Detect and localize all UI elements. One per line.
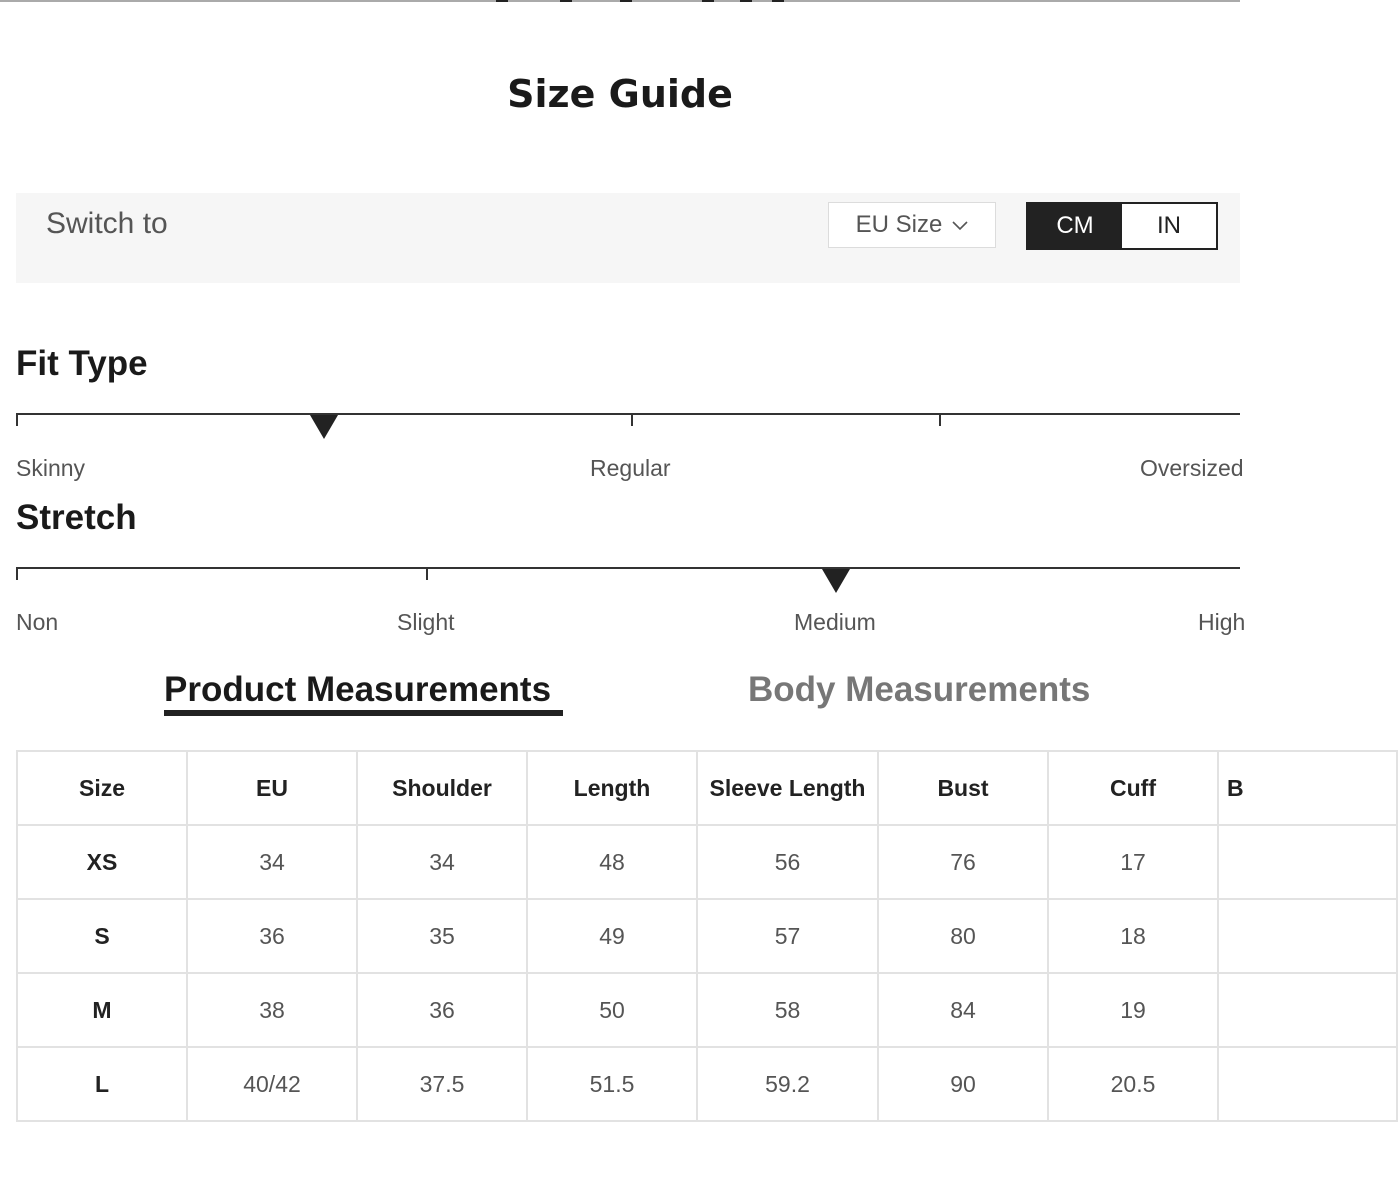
stretch-label-high: High (1198, 609, 1246, 635)
table-cell: 36 (187, 899, 357, 973)
tab-body-measurements[interactable]: Body Measurements (748, 670, 1091, 709)
fit-label-skinny: Skinny (16, 455, 86, 481)
fit-label-regular: Regular (590, 455, 671, 481)
table-cell: 50 (527, 973, 697, 1047)
unit-switch-bar (16, 193, 1240, 283)
top-edge-mark (560, 0, 572, 2)
table-cell: 49 (527, 899, 697, 973)
table-cell: S (17, 899, 187, 973)
active-tab-underline (164, 710, 563, 716)
column-header: Bust (878, 751, 1048, 825)
scale-tick (426, 568, 428, 580)
column-header: Size (17, 751, 187, 825)
table-cell: 35 (357, 899, 527, 973)
column-header: Cuff (1048, 751, 1218, 825)
column-header: Length (527, 751, 697, 825)
table-cell: M (17, 973, 187, 1047)
table-cell (1218, 825, 1397, 899)
size-system-dropdown[interactable] (828, 202, 996, 248)
top-edge-mark (496, 0, 508, 2)
table-cell: 37.5 (357, 1047, 527, 1121)
unit-in-button[interactable]: IN (1122, 204, 1216, 248)
table-row (17, 899, 1397, 973)
table-cell (1218, 899, 1397, 973)
triangle-down-icon (310, 415, 338, 439)
table-row (17, 973, 1397, 1047)
fit-type-title: Fit Type (16, 344, 148, 383)
stretch-label-non: Non (16, 609, 59, 635)
top-edge-mark (620, 0, 632, 2)
scale-tick (16, 568, 18, 580)
table-cell: 51.5 (527, 1047, 697, 1121)
table-cell: 36 (357, 973, 527, 1047)
table-cell: 58 (697, 973, 878, 1047)
column-header: B (1218, 751, 1397, 825)
table-cell (1218, 1047, 1397, 1121)
triangle-down-icon (822, 569, 850, 593)
table-cell: 34 (187, 825, 357, 899)
column-header: Shoulder (357, 751, 527, 825)
stretch-scale (16, 567, 1240, 569)
unit-toggle (1026, 202, 1218, 250)
table-cell: 19 (1048, 973, 1218, 1047)
table-cell: 84 (878, 973, 1048, 1047)
table-cell: XS (17, 825, 187, 899)
table-row (17, 1047, 1397, 1121)
scale-tick (631, 414, 633, 426)
top-edge-mark (772, 0, 784, 2)
fit-type-scale (16, 413, 1240, 415)
table-row (17, 825, 1397, 899)
switch-label: Switch to (46, 207, 168, 240)
table-cell: 57 (697, 899, 878, 973)
table-cell: 34 (357, 825, 527, 899)
table-cell: 90 (878, 1047, 1048, 1121)
size-system-value: EU Size (855, 211, 943, 238)
page-title: Size Guide (507, 72, 733, 116)
table-cell: 59.2 (697, 1047, 878, 1121)
top-edge-mark (702, 0, 714, 2)
table-cell: 20.5 (1048, 1047, 1218, 1121)
table-cell: 18 (1048, 899, 1218, 973)
table-cell: 48 (527, 825, 697, 899)
stretch-title: Stretch (16, 498, 137, 537)
scale-tick (939, 414, 941, 426)
table-cell: 56 (697, 825, 878, 899)
stretch-label-medium: Medium (794, 609, 876, 635)
column-header: Sleeve Length (697, 751, 878, 825)
table-cell: L (17, 1047, 187, 1121)
stretch-label-slight: Slight (397, 609, 455, 635)
table-cell: 76 (878, 825, 1048, 899)
table-cell: 80 (878, 899, 1048, 973)
unit-cm-button[interactable]: CM (1028, 204, 1122, 248)
top-edge-mark (740, 0, 752, 2)
table-cell: 40/42 (187, 1047, 357, 1121)
column-header: EU (187, 751, 357, 825)
table-cell: 17 (1048, 825, 1218, 899)
table-header-row (17, 751, 1397, 825)
measurements-table-container[interactable] (16, 750, 1244, 1132)
measurements-table (16, 750, 1398, 1122)
scale-tick (16, 414, 18, 426)
tab-product-measurements[interactable]: Product Measurements (164, 670, 552, 709)
table-cell: 38 (187, 973, 357, 1047)
chevron-down-icon (952, 218, 968, 236)
fit-label-oversized: Oversized (1140, 455, 1244, 481)
table-cell (1218, 973, 1397, 1047)
